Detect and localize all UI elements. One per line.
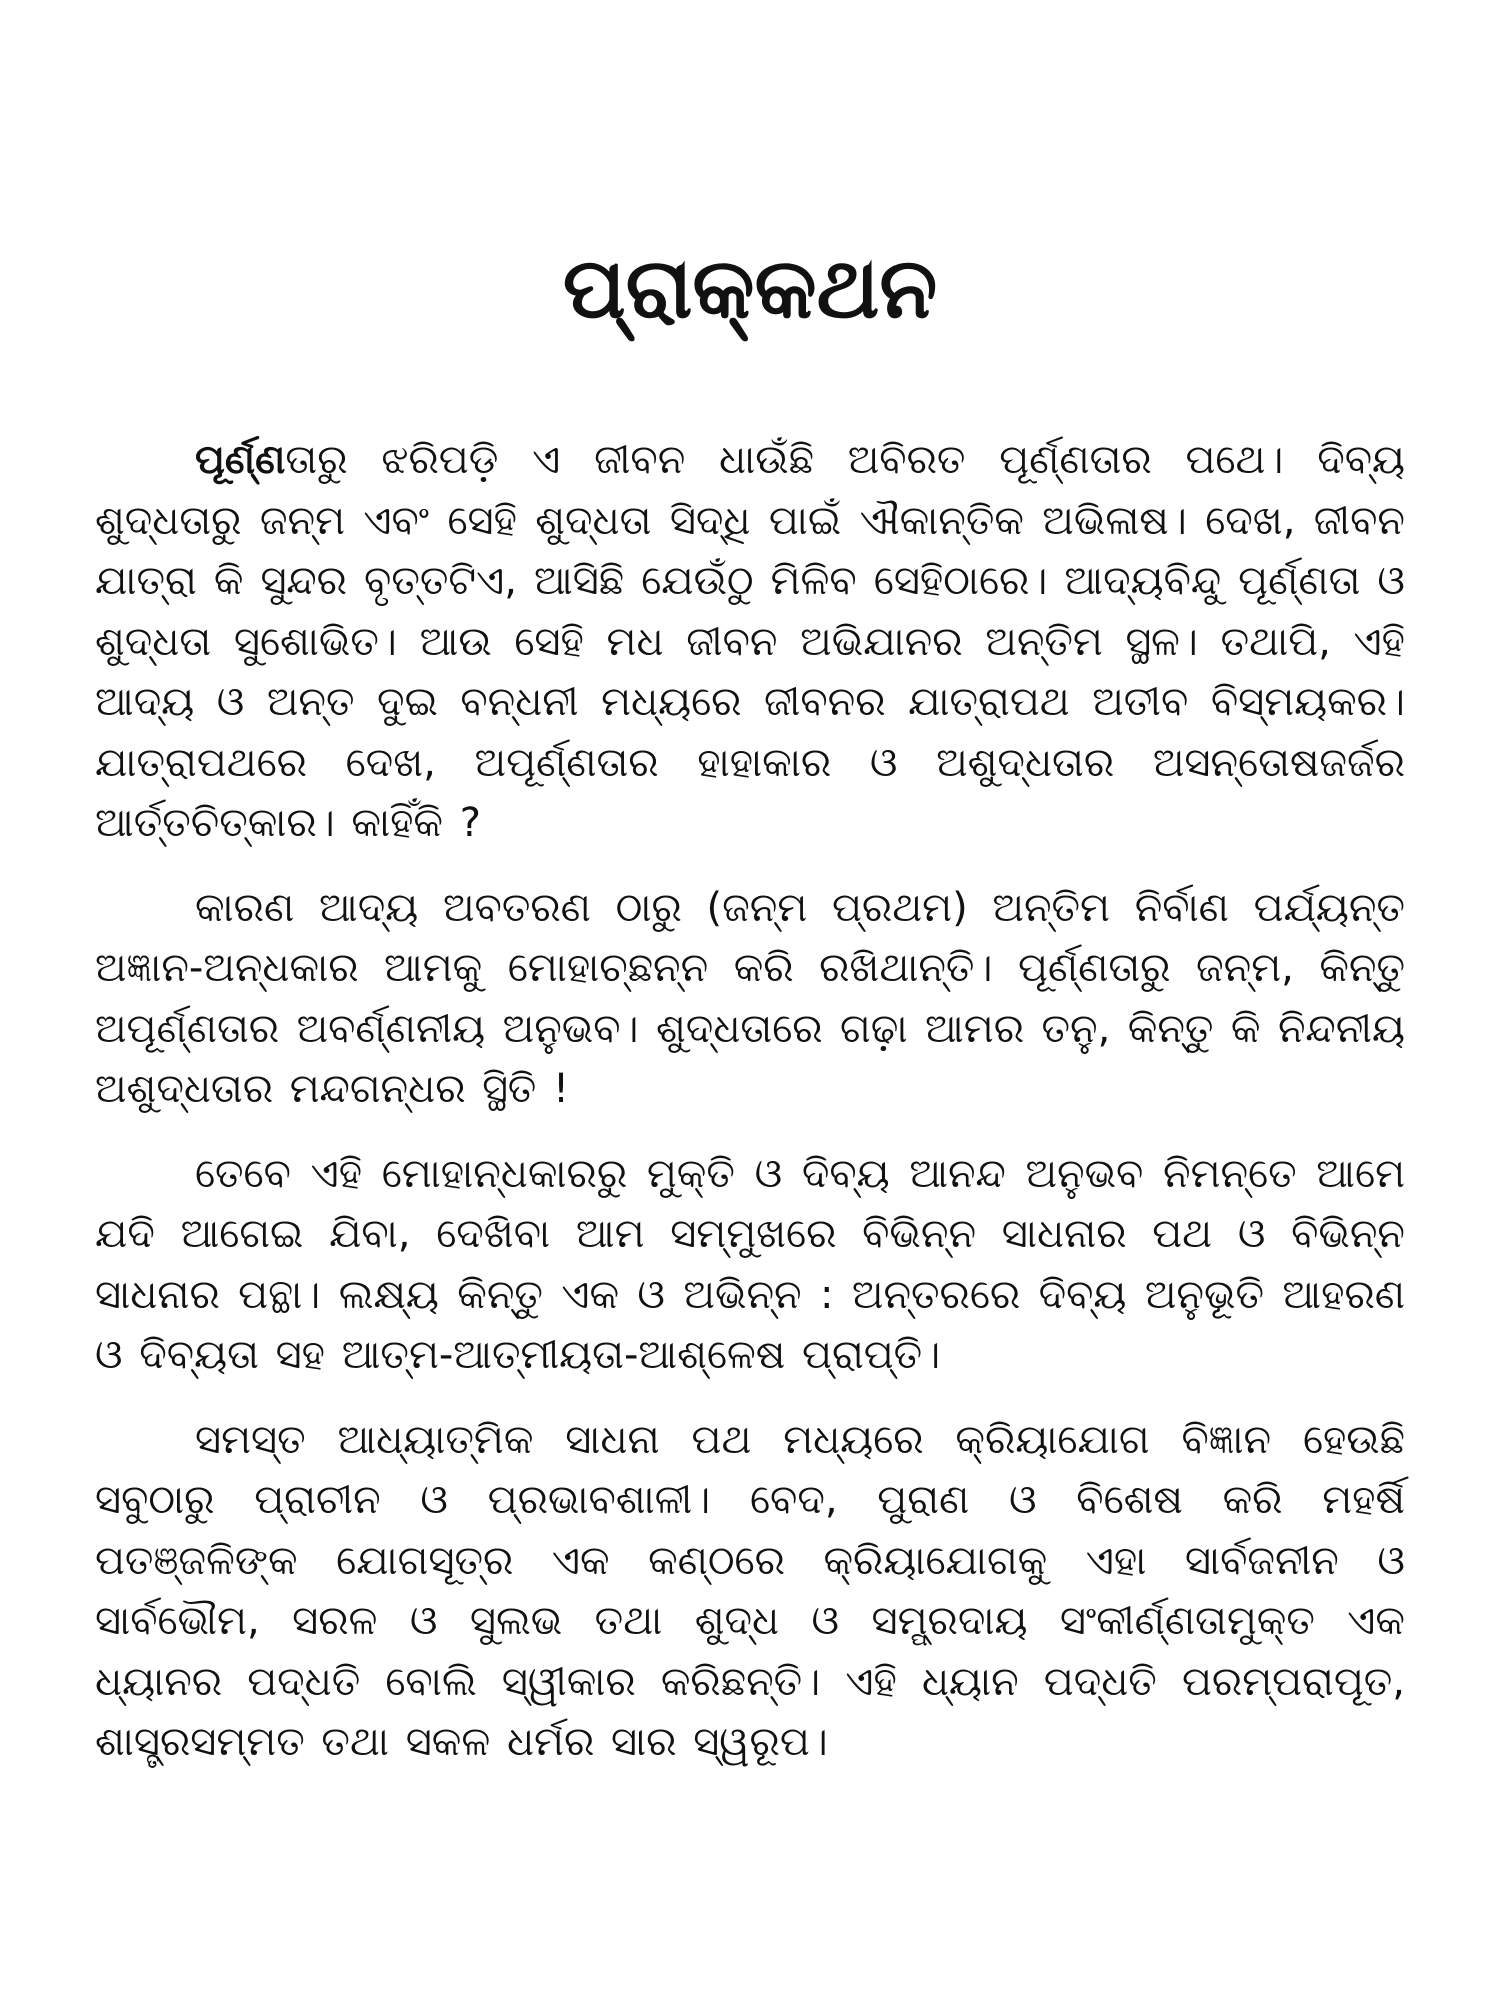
paragraph-text: ତେବେ ଏହି ମୋହାନ୍ଧକାରରୁ ମୁକ୍ତି ଓ ଦିବ୍ୟ ଆନନ୍ଦ ଅନୁଭବ ନିମନ୍ତେ ଆମେ ଯଦି ଆଗେଇ ଯିବା, ଦେଖିବା ଆମ ସମ୍ମୁଖରେ ବିଭିନ୍ନ ସାଧନାର ପଥ ଓ ବିଭିନ୍ନ ସାଧନାର ପନ୍ଥା। ଲକ୍ଷ୍ୟ କିନ୍ତୁ ଏକ ଓ ଅଭିନ୍ନ : ଅନ୍ତରରେ ଦିବ୍ୟ ଅନୁଭୂତି ଆହରଣ ଓ ଦିବ୍ୟତା ସହ ଆତ୍ମ-ଆତ୍ମୀୟତା-ଆଶ୍ଳେଷ ପ୍ରାପ୍ତି।: [95, 1150, 1405, 1378]
paragraph-3: [95, 1144, 1405, 1386]
paragraph-text: ସମସ୍ତ ଆଧ୍ୟାତ୍ମିକ ସାଧନା ପଥ ମଧ୍ୟରେ କ୍ରିୟାଯୋଗ ବିଜ୍ଞାନ ହେଉଛି ସବୁଠାରୁ ପ୍ରାଚୀନ ଓ ପ୍ରଭାବଶାଳୀ। ବେଦ, ପୁରାଣ ଓ ବିଶେଷ କରି ମହର୍ଷି ପତଞ୍ଜଳିଙ୍କ ଯୋଗସୂତ୍ର ଏକ କଣ୍ଠରେ କ୍ରିୟାଯୋଗକୁ ଏହା ସାର୍ବଜନୀନ ଓ ସାର୍ବଭୌମ, ସରଳ ଓ ସୁଲଭ ତଥା ଶୁଦ୍ଧ ଓ ସମ୍ପ୍ରଦାୟ ସଂକୀର୍ଣ୍ଣତାମୁକ୍ତ ଏକ ଧ୍ୟାନର ପଦ୍ଧତି ବୋଲି ସ୍ୱୀକାର କରିଛନ୍ତି। ଏହି ଧ୍ୟାନ ପଦ୍ଧତି ପରମ୍ପରାପୂତ, ଶାସ୍ତ୍ରସମ୍ମତ ତଥା ସକଳ ଧର୍ମର ସାର ସ୍ୱରୂପ।: [95, 1416, 1405, 1765]
paragraph-text: ତାରୁ ଝରିପଡ଼ି ଏ ଜୀବନ ଧାଉଁଛି ଅବିରତ ପୂର୍ଣ୍ଣତାର ପଥେ। ଦିବ୍ୟ ଶୁଦ୍ଧତାରୁ ଜନ୍ମ ଏବଂ ସେହି ଶୁଦ୍ଧତା ସିଦ୍ଧି ପାଇଁ ଐକାନ୍ତିକ ଅଭିଳାଷ। ଦେଖ, ଜୀବନ ଯାତ୍ରା କି ସୁନ୍ଦର ବୃତ୍ତଟିଏ, ଆସିଛି ଯେଉଁଠୁ ମିଳିବ ସେହିଠାରେ। ଆଦ୍ୟବିନ୍ଦୁ ପୂର୍ଣ୍ଣତା ଓ ଶୁଦ୍ଧତା ସୁଶୋଭିତ। ଆଉ ସେହି ମଧ ଜୀବନ ଅଭିଯାନର ଅନ୍ତିମ ସ୍ଥଳ। ତଥାପି, ଏହି ଆଦ୍ୟ ଓ ଅନ୍ତ ଦୁଇ ବନ୍ଧନୀ ମଧ୍ୟରେ ଜୀବନର ଯାତ୍ରାପଥ ଅତୀବ ବିସ୍ମୟକର। ଯାତ୍ରାପଥରେ ଦେଖ, ଅପୂର୍ଣ୍ଣତାର ହାହାକାର ଓ ଅଶୁଦ୍ଧତାର ଅସନ୍ତୋଷଜର୍ଜର ଆର୍ତ୍ତଚିତ୍କାର। କାହିଁକି ?: [95, 437, 1405, 846]
paragraph-text: କାରଣ ଆଦ୍ୟ ଅବତରଣ ଠାରୁ (ଜନ୍ମ ପ୍ରଥମ) ଅନ୍ତିମ ନିର୍ବାଣ ପର୍ଯ୍ୟନ୍ତ ଅଜ୍ଞାନ-ଅନ୍ଧକାର ଆମକୁ ମୋହାଚ୍ଛନ୍ନ କରି ରଖିଥାନ୍ତି। ପୂର୍ଣ୍ଣତାରୁ ଜନ୍ମ, କିନ୍ତୁ ଅପୂର୍ଣ୍ଣତାର ଅବର୍ଣ୍ଣନୀୟ ଅନୁଭବ। ଶୁଦ୍ଧତାରେ ଗଢ଼ା ଆମର ତନୁ, କିନ୍ତୁ କି ନିନ୍ଦନୀୟ ଅଶୁଦ୍ଧତାର ମନ୍ଦଗନ୍ଧର ସ୍ଥିତି !: [95, 884, 1405, 1112]
paragraph-lead-word: ପୂର୍ଣ୍ଣ: [195, 437, 286, 483]
paragraph-2: [95, 878, 1405, 1120]
body-text: [95, 430, 1405, 1797]
paragraph-4: [95, 1410, 1405, 1773]
paragraph-1: [95, 430, 1405, 854]
page-title: ପ୍ରାକ୍‌କଥନ: [562, 239, 938, 337]
